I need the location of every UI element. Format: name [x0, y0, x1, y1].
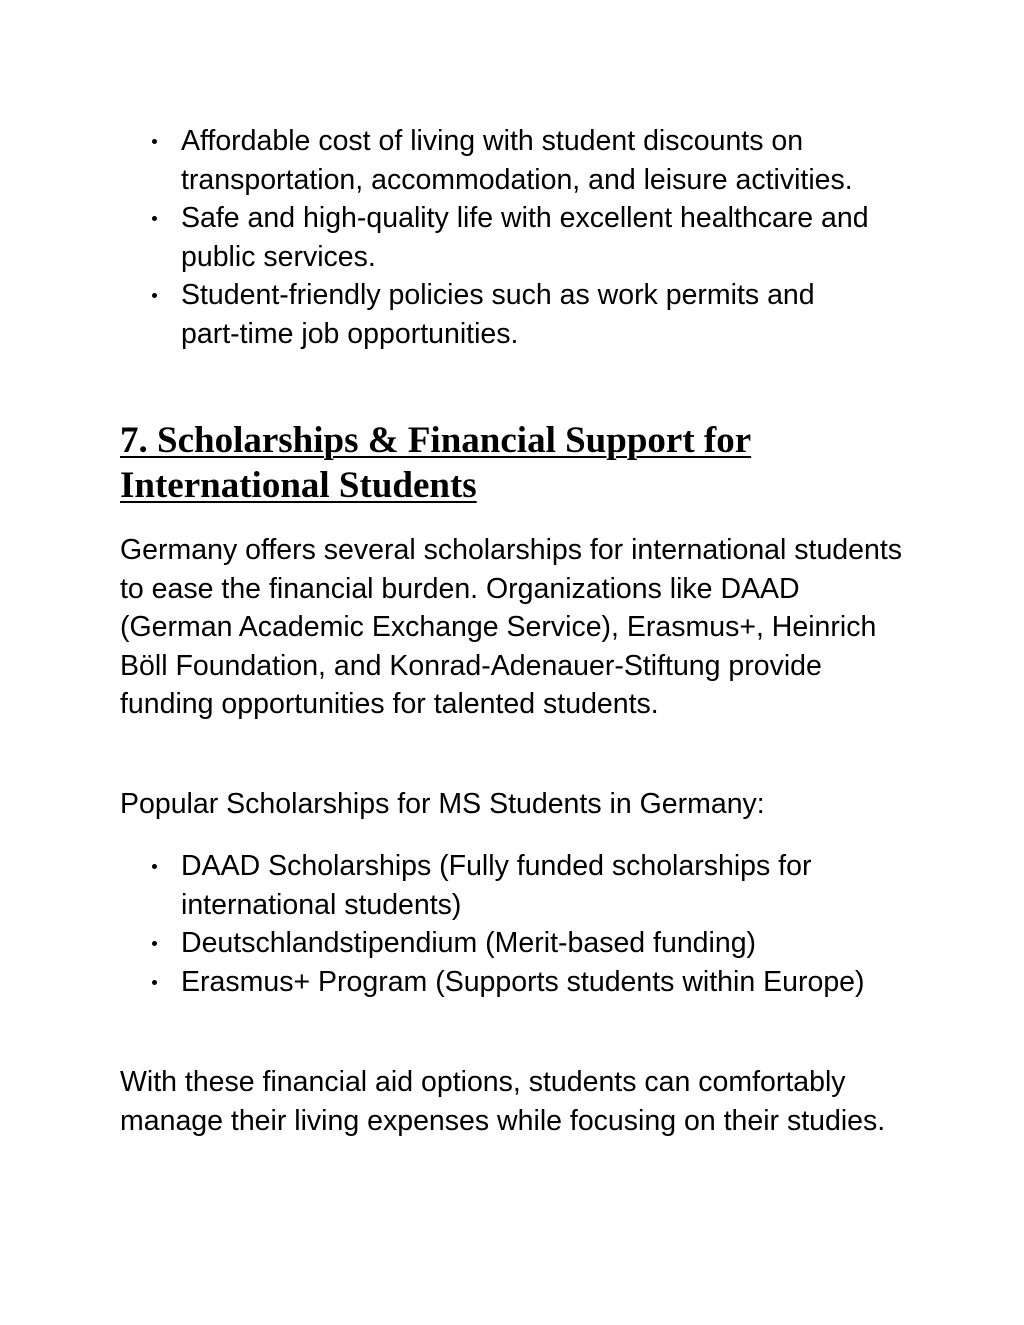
list-item-text: Student-friendly policies such as work permits and part-time job opportunities.: [181, 279, 815, 350]
intro-paragraph: Germany offers several scholarships for international students to ease the financial burden. Organizations like DAAD (German Academic Exchange Service), Erasmus+, Heinrich Böll Foundation, and Konrad-Adenauer-Stiftung provide funding opportunities for talented students.: [120, 534, 903, 720]
closing-paragraph: With these financial aid options, students can comfortably manage their living expenses while focusing on their studies.: [120, 1066, 886, 1137]
section-heading: 7. Scholarships & Financial Support for International Students: [120, 420, 752, 506]
scholarship-list: [120, 847, 881, 1001]
list-item-text: Safe and high-quality life with excellent healthcare and public services.: [181, 202, 869, 273]
list-item-text: Affordable cost of living with student discounts on transportation, accommodation, and leisure activities.: [181, 125, 853, 196]
list-item-text: Deutschlandstipendium (Merit-based funding): [181, 927, 757, 959]
bullet-icon: [152, 216, 157, 221]
bullet-icon: [152, 941, 157, 946]
bullet-icon: [152, 980, 157, 985]
list-item: [120, 963, 881, 1002]
list-item: [120, 276, 881, 353]
list-item: [120, 122, 881, 199]
bullet-icon: [152, 293, 157, 298]
list-item: [120, 847, 881, 924]
list-item-text: DAAD Scholarships (Fully funded scholarships for international students): [181, 850, 812, 921]
bullet-icon: [152, 139, 157, 144]
list-item-text: Erasmus+ Program (Supports students within Europe): [181, 965, 865, 998]
bullet-icon: [152, 864, 157, 869]
list-item: [120, 199, 881, 276]
benefits-list: [120, 122, 881, 353]
scholarship-list-intro: Popular Scholarships for MS Students in Germany:: [120, 788, 765, 820]
list-item: [120, 924, 881, 963]
